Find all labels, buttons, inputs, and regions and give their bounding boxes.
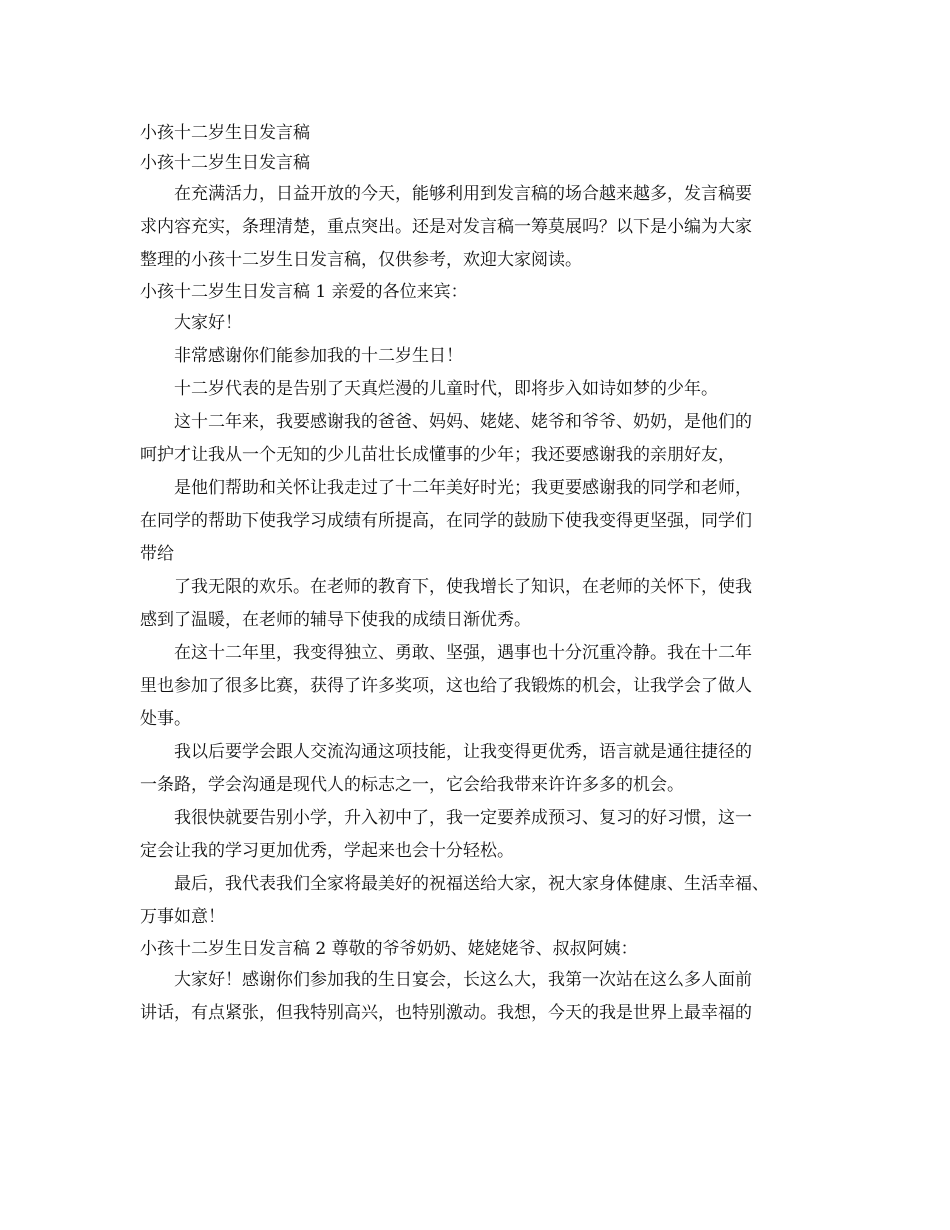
section-1-paragraph	[140, 472, 832, 571]
section-1-paragraph	[140, 802, 832, 868]
paragraph-line: 我以后要学会跟人交流沟通这项技能，让我变得更优秀，语言就是通往捷径的	[174, 742, 752, 762]
paragraph-line: 最后，我代表我们全家将最美好的祝福送给大家，祝大家身体健康、生活幸福、	[174, 874, 769, 894]
document-title: 小孩十二岁生日发言稿	[140, 123, 310, 143]
paragraph-line: 处事。	[140, 709, 191, 729]
paragraph-line: 感到了温暖，在老师的辅导下使我的成绩日渐优秀。	[140, 610, 531, 630]
document-subtitle: 小孩十二岁生日发言稿	[140, 153, 310, 173]
section-1-paragraph	[140, 868, 832, 934]
intro-line: 整理的小孩十二岁生日发言稿，仅供参考，欢迎大家阅读。	[140, 250, 582, 270]
paragraph-line: 是他们帮助和关怀让我走过了十二年美好时光；我更要感谢我的同学和老师，	[174, 478, 752, 498]
intro-line: 求内容充实，条理清楚，重点突出。还是对发言稿一筹莫展吗？以下是小编为大家	[140, 217, 752, 237]
paragraph-line: 这十二年来，我要感谢我的爸爸、妈妈、姥姥、姥爷和爷爷、奶奶，是他们的	[174, 412, 752, 432]
section-1-paragraph	[140, 637, 832, 736]
document-body	[140, 118, 832, 1030]
section-1-paragraph: 非常感谢你们能参加我的十二岁生日！	[174, 346, 463, 366]
paragraph-line: 带给	[140, 544, 174, 564]
section-1-heading: 小孩十二岁生日发言稿 1 亲爱的各位来宾：	[140, 282, 468, 302]
paragraph-line: 大家好！感谢你们参加我的生日宴会，长这么大，我第一次站在这么多人面前	[174, 970, 752, 990]
paragraph-line: 在同学的帮助下使我学习成绩有所提高，在同学的鼓励下使我变得更坚强，同学们	[140, 511, 752, 531]
paragraph-line: 呵护才让我从一个无知的少儿苗壮长成懂事的少年；我还要感谢我的亲朋好友，	[140, 445, 735, 465]
paragraph-line: 万事如意！	[140, 907, 225, 927]
section-1-paragraph	[140, 571, 832, 637]
intro-line: 在充满活力，日益开放的今天，能够利用到发言稿的场合越来越多，发言稿要	[174, 184, 752, 204]
section-1-paragraph: 大家好！	[174, 313, 242, 333]
section-1-paragraph	[140, 406, 832, 472]
paragraph-line: 在这十二年里，我变得独立、勇敢、坚强，遇事也十分沉重冷静。我在十二年	[174, 643, 752, 663]
paragraph-line: 了我无限的欢乐。在老师的教育下，使我增长了知识，在老师的关怀下，使我	[174, 577, 752, 597]
paragraph-line: 讲话，有点紧张，但我特别高兴，也特别激动。我想，今天的我是世界上最幸福的	[140, 1003, 752, 1023]
paragraph-line: 里也参加了很多比赛，获得了许多奖项，这也给了我锻炼的机会，让我学会了做人	[140, 676, 752, 696]
paragraph-line: 定会让我的学习更加优秀，学起来也会十分轻松。	[140, 841, 514, 861]
paragraph-line: 我很快就要告别小学，升入初中了，我一定要养成预习、复习的好习惯，这一	[174, 808, 752, 828]
section-1-paragraph: 十二岁代表的是告别了天真烂漫的儿童时代，即将步入如诗如梦的少年。	[174, 379, 718, 399]
section-2-heading: 小孩十二岁生日发言稿 2 尊敬的爷爷奶奶、姥姥姥爷、叔叔阿姨：	[140, 939, 638, 959]
section-2-paragraph	[140, 964, 832, 1030]
paragraph-line: 一条路，学会沟通是现代人的标志之一，它会给我带来许许多多的机会。	[140, 775, 684, 795]
intro-paragraph	[140, 178, 832, 277]
section-1-paragraph	[140, 736, 832, 802]
